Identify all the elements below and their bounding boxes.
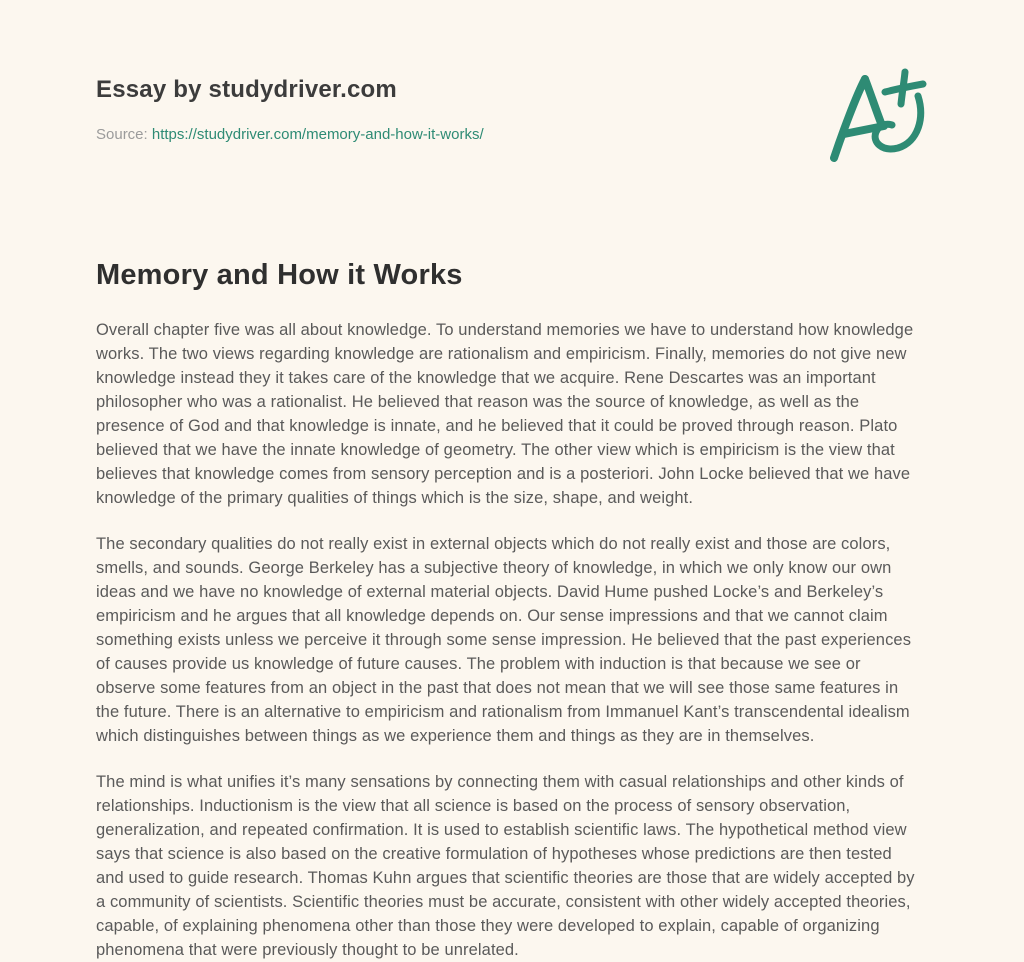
essay-paragraph-1: Overall chapter five was all about knowledge. To understand memories we have to understand how knowledge works. The two views regarding knowledge are rationalism and empiricism. Finally, memories do not give new knowledge instead they it takes care of the knowledge that we acquire. Rene Descartes was an important philosopher who was a rationalist. He believed that reason was the source of knowledge, as well as the presence of God and that knowledge is innate, and he believed that it could be proved through reason. Plato believed that we have the innate knowledge of geometry. The other view which is empiricism is the view that believes that knowledge comes from sensory perception and is a posteriori. John Locke believed that we have knowledge of the primary qualities of things which is the size, shape, and weight. — [96, 321, 914, 507]
essay-body — [96, 318, 924, 962]
essay-paragraph-2: The secondary qualities do not really exist in external objects which do not really exist and those are colors, smells, and sounds. George Berkeley has a subjective theory of knowledge, in which we only know our own ideas and we have no knowledge of external material objects. David Hume pushed Locke’s and Berkeley’s empiricism and he argues that all knowledge depends on. Our sense impressions and that we cannot claim something exists unless we perceive it through some sense impression. He believed that the past experiences of causes provide us knowledge of future causes. The problem with induction is that because we see or observe some features from an object in the past that does not mean that we will see those same features in the future. There is an alternative to empiricism and rationalism from Immanuel Kant’s transcendental idealism which distinguishes between things as we experience them and things as they are in themselves. — [96, 535, 912, 745]
source-url-link[interactable]: https://studydriver.com/memory-and-how-it-works/ — [151, 126, 484, 143]
source-label: Source: — [96, 126, 148, 143]
source-line — [96, 126, 928, 143]
essay-title: Memory and How it Works — [96, 259, 463, 291]
document-title: Essay by studydriver.com — [96, 76, 397, 103]
a-plus-grade-logo-icon — [824, 62, 928, 166]
document-header — [96, 76, 928, 143]
essay-paragraph-3: The mind is what unifies it’s many sensations by connecting them with casual relationships and other kinds of relationships. Inductionism is the view that all science is based on the process of sensory observation, generalization, and repeated confirmation. It is used to establish scientific laws. The hypothetical method view says that science is also based on the creative formulation of hypotheses whose predictions are then tested and used to guide research. Thomas Kuhn argues that scientific theories are those that are widely accepted by a community of scientists. Scientific theories must be accurate, consistent with other widely accepted theories, capable, of explaining phenomena other than those they were developed to explain, capable of organizing phenomena that were previously thought to be unrelated. — [96, 773, 915, 959]
